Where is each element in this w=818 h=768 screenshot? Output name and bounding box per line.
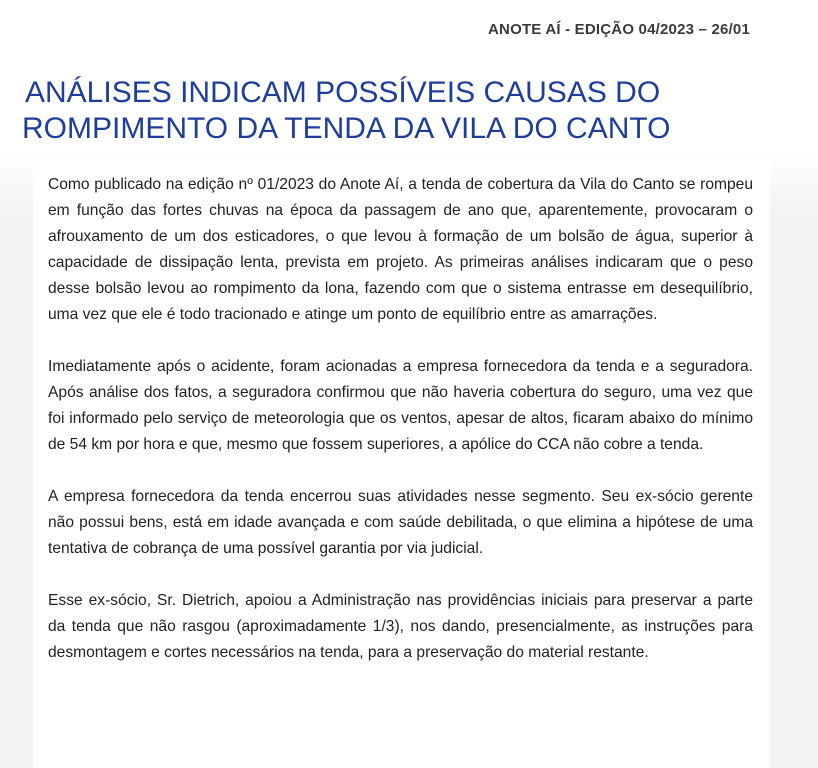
edition-header: ANOTE AÍ - EDIÇÃO 04/2023 – 26/01 — [488, 21, 750, 38]
article-body — [33, 160, 770, 768]
article-paragraph-1: Como publicado na edição nº 01/2023 do Anote Aí, a tenda de cobertura da Vila do Canto se rompeu em função das fortes chuvas na época da passagem de ano que, aparentemente, provocaram o afrouxamento de um dos esticadores, o que levou à formação de um bolsão de água, superior à capacidade de dissipação lenta, prevista em projeto. As primeiras análises indicaram que o peso desse bolsão levou ao rompimento da lona, fazendo com que o sistema entrasse em desequilíbrio, uma vez que ele é todo tracionado e atinge um ponto de equilíbrio entre as amarrações. — [48, 176, 753, 323]
article-title — [22, 75, 802, 147]
article-paragraph-3: A empresa fornecedora da tenda encerrou suas atividades nesse segmento. Seu ex-sócio gerente não possui bens, está em idade avançada e com saúde debilitada, o que elimina a hipótese de uma tentativa de cobrança de uma possível garantia por via judicial. — [48, 488, 753, 557]
article-title-line-1: ANÁLISES INDICAM POSSÍVEIS CAUSAS DO — [25, 76, 661, 109]
article-title-line-2: ROMPIMENTO DA TENDA DA VILA DO CANTO — [22, 112, 671, 145]
article-paragraph-4: Esse ex-sócio, Sr. Dietrich, apoiou a Administração nas providências iniciais para preservar a parte da tenda que não rasgou (aproximadamente 1/3), nos dando, presencialmente, as instruções para desmontagem e cortes necessários na tenda, para a preservação do material restante. — [48, 592, 753, 661]
article-paragraph-2: Imediatamente após o acidente, foram acionadas a empresa fornecedora da tenda e a seguradora. Após análise dos fatos, a seguradora confirmou que não haveria cobertura do seguro, uma vez que foi informado pelo serviço de meteorologia que os ventos, apesar de altos, ficaram abaixo do mínimo de 54 km por hora e que, mesmo que fossem superiores, a apólice do CCA não cobre a tenda. — [48, 358, 753, 453]
